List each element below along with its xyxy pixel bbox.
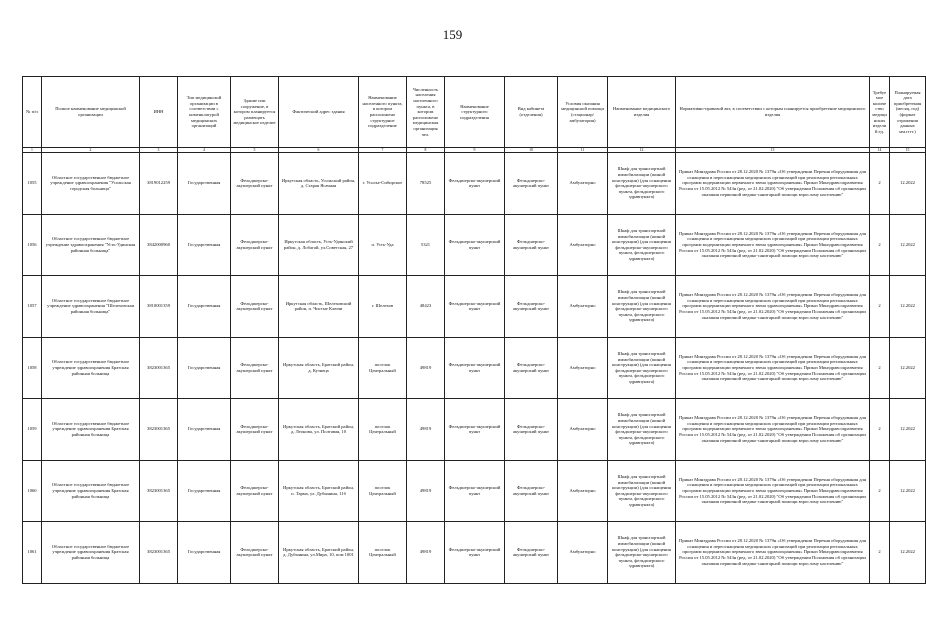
inn: 3823001365 bbox=[140, 337, 178, 399]
purchase-date: 12.2022 bbox=[890, 522, 926, 584]
column-number: 11 bbox=[558, 148, 608, 153]
device-name: Шкаф для транспортной иммобилизации (шиной конструкции) (для оснащения фельдшерско-акушерского пункта, фельдшерского здравпункта) bbox=[608, 399, 676, 461]
purchase-date: 12.2022 bbox=[890, 460, 926, 522]
legal-act: Приказ Минздрава России от 28.12.2020 № 1379н «Об утверждении Перечня оборудования для оснащения и переоснащения медицинских организаций при реализации региональных программ модернизации первичного звена здравоохранения» Приказ Минздравсоцразвития России от 15.05.2012 № 543н (ред. от 21.02.2020) "Об утверждении Положения об организации оказания первичной медико-санитарной помощи взрослому населению" bbox=[676, 214, 870, 276]
column-number: 9 bbox=[445, 148, 505, 153]
purchase-date: 12.2022 bbox=[890, 153, 926, 215]
address: Иркутская область, Братский район, д. Дубынина, ул.Мира, 10, пом 1001 bbox=[279, 522, 359, 584]
header-cell: Наименование структурного подразделения bbox=[445, 77, 505, 148]
settlement: г. Усолье-Сибирское bbox=[359, 153, 407, 215]
settlement: г. Шелехов bbox=[359, 276, 407, 338]
building: Фельдшерско-акушерский пункт bbox=[231, 460, 279, 522]
address: Иркутская область, Братский район, д. Кузнеца bbox=[279, 337, 359, 399]
structural-unit: Фельдшерско-акушерский пункт bbox=[445, 337, 505, 399]
structural-unit: Фельдшерско-акушерский пункт bbox=[445, 460, 505, 522]
column-number: 4 bbox=[178, 148, 231, 153]
table-row bbox=[23, 153, 926, 215]
column-number: 15 bbox=[890, 148, 926, 153]
care-conditions: Амбулаторно bbox=[558, 337, 608, 399]
row-number: 1058 bbox=[23, 337, 42, 399]
device-name: Шкаф для транспортной иммобилизации (шиной конструкции) (для оснащения фельдшерско-акушерского пункта, фельдшерского здравпункта) bbox=[608, 460, 676, 522]
population: 49819 bbox=[407, 337, 445, 399]
building: Фельдшерско-акушерский пункт bbox=[231, 399, 279, 461]
building: Фельдшерско-акушерский пункт bbox=[231, 522, 279, 584]
row-number: 1057 bbox=[23, 276, 42, 338]
building: Фельдшерско-акушерский пункт bbox=[231, 276, 279, 338]
header-cell: Численность населения населенного пункта, в котором расположено медицинская организация чел. bbox=[407, 77, 445, 148]
inn: 3810001359 bbox=[140, 276, 178, 338]
address: Иркутская область, Братский район, п. Тарма, ул. Дубынина, 11б bbox=[279, 460, 359, 522]
legal-act: Приказ Минздрава России от 28.12.2020 № 1379н «Об утверждении Перечня оборудования для оснащения и переоснащения медицинских организаций при реализации региональных программ модернизации первичного звена здравоохранения» Приказ Минздравсоцразвития России от 15.05.2012 № 543н (ред. от 21.02.2020) "Об утверждении Положения об организации оказания первичной медико-санитарной помощи взрослому населению" bbox=[676, 153, 870, 215]
care-conditions: Амбулаторно bbox=[558, 399, 608, 461]
header-cell: Условия оказания медицинской помощи (стационар/амбулатория) bbox=[558, 77, 608, 148]
legal-act: Приказ Минздрава России от 28.12.2020 № 1379н «Об утверждении Перечня оборудования для оснащения и переоснащения медицинских организаций при реализации региональных программ модернизации первичного звена здравоохранения» Приказ Минздравсоцразвития России от 15.05.2012 № 543н (ред. от 21.02.2020) "Об утверждении Положения об организации оказания первичной медико-санитарной помощи взрослому населению" bbox=[676, 337, 870, 399]
address: Иркутская область, Братский район, д. Леонова, ул. Полтавая, 10 bbox=[279, 399, 359, 461]
cabinet-type: Фельдшерско-акушерский пункт bbox=[505, 522, 558, 584]
cabinet-type: Фельдшерско-акушерский пункт bbox=[505, 153, 558, 215]
column-number: 10 bbox=[505, 148, 558, 153]
care-conditions: Амбулаторно bbox=[558, 276, 608, 338]
structural-unit: Фельдшерско-акушерский пункт bbox=[445, 214, 505, 276]
quantity: 2 bbox=[870, 214, 890, 276]
purchase-date: 12.2022 bbox=[890, 276, 926, 338]
care-conditions: Амбулаторно bbox=[558, 460, 608, 522]
row-number: 1059 bbox=[23, 399, 42, 461]
cabinet-type: Фельдшерско-акушерский пункт bbox=[505, 214, 558, 276]
quantity: 2 bbox=[870, 522, 890, 584]
row-number: 1060 bbox=[23, 460, 42, 522]
header-cell: № п/п bbox=[23, 77, 42, 148]
table-row bbox=[23, 399, 926, 461]
organization-type: Государственная bbox=[178, 276, 231, 338]
settlement: п. Усть-Уда bbox=[359, 214, 407, 276]
population: 78525 bbox=[407, 153, 445, 215]
quantity: 2 bbox=[870, 399, 890, 461]
column-number: 14 bbox=[870, 148, 890, 153]
organization-name: Областное государственное бюджетное учреждение здравоохранения Братская районная больница bbox=[42, 460, 140, 522]
cabinet-type: Фельдшерско-акушерский пункт bbox=[505, 460, 558, 522]
organization-type: Государственная bbox=[178, 522, 231, 584]
structural-unit: Фельдшерско-акушерский пункт bbox=[445, 276, 505, 338]
table-row bbox=[23, 522, 926, 584]
organization-name: Областное государственное бюджетное учреждение здравоохранения Братская районная больница bbox=[42, 522, 140, 584]
inn: 3842000960 bbox=[140, 214, 178, 276]
population: 5321 bbox=[407, 214, 445, 276]
structural-unit: Фельдшерско-акушерский пункт bbox=[445, 399, 505, 461]
cabinet-type: Фельдшерско-акушерский пункт bbox=[505, 399, 558, 461]
column-number: 12 bbox=[608, 148, 676, 153]
care-conditions: Амбулаторно bbox=[558, 522, 608, 584]
header-cell: Нормативно-правовой акт, в соответствии с которым планируется приобретение медицинского изделия bbox=[676, 77, 870, 148]
settlement: поселок Центральный bbox=[359, 399, 407, 461]
organization-type: Государственная bbox=[178, 399, 231, 461]
address: Иркутская область, Усольский район, д. Старая Ясачная bbox=[279, 153, 359, 215]
inn: 3823001365 bbox=[140, 522, 178, 584]
organization-name: Областное государственное бюджетное учреждение здравоохранения "Шелеховская районная больница" bbox=[42, 276, 140, 338]
purchase-date: 12.2022 bbox=[890, 399, 926, 461]
row-number: 1061 bbox=[23, 522, 42, 584]
building: Фельдшерско-акушерский пункт bbox=[231, 337, 279, 399]
population: 49819 bbox=[407, 399, 445, 461]
population: 48423 bbox=[407, 276, 445, 338]
header-cell: Полное наименование медицинской организации bbox=[42, 77, 140, 148]
purchase-date: 12.2022 bbox=[890, 214, 926, 276]
header-cell: Тип медицинской организации в соответствии с номенклатурой медицинских организаций bbox=[178, 77, 231, 148]
organization-type: Государственная bbox=[178, 460, 231, 522]
legal-act: Приказ Минздрава России от 28.12.2020 № 1379н «Об утверждении Перечня оборудования для оснащения и переоснащения медицинских организаций при реализации региональных программ модернизации первичного звена здравоохранения» Приказ Минздравсоцразвития России от 15.05.2012 № 543н (ред. от 21.02.2020) "Об утверждении Положения об организации оказания первичной медико-санитарной помощи взрослому населению" bbox=[676, 460, 870, 522]
header-cell: Наименование населенного пункта, в котором расположено структурное подразделение bbox=[359, 77, 407, 148]
column-number: 8 bbox=[407, 148, 445, 153]
page-number: 159 bbox=[442, 27, 463, 42]
column-number: 13 bbox=[676, 148, 870, 153]
organization-name: Областное государственное бюджетное учреждение здравоохранения Братская районная больница bbox=[42, 399, 140, 461]
organization-name: Областное государственное бюджетное учреждение здравоохранения "Усть-Удинская районная больница" bbox=[42, 214, 140, 276]
legal-act: Приказ Минздрава России от 28.12.2020 № 1379н «Об утверждении Перечня оборудования для оснащения и переоснащения медицинских организаций при реализации региональных программ модернизации первичного звена здравоохранения» Приказ Минздравсоцразвития России от 15.05.2012 № 543н (ред. от 21.02.2020) "Об утверждении Положения об организации оказания первичной медико-санитарной помощи взрослому населению" bbox=[676, 399, 870, 461]
organization-type: Государственная bbox=[178, 153, 231, 215]
column-number: 7 bbox=[359, 148, 407, 153]
header-cell: ИНН bbox=[140, 77, 178, 148]
quantity: 2 bbox=[870, 153, 890, 215]
column-number: 1 bbox=[23, 148, 42, 153]
legal-act: Приказ Минздрава России от 28.12.2020 № 1379н «Об утверждении Перечня оборудования для оснащения и переоснащения медицинских организаций при реализации региональных программ модернизации первичного звена здравоохранения» Приказ Минздравсоцразвития России от 15.05.2012 № 543н (ред. от 21.02.2020) "Об утверждении Положения об организации оказания первичной медико-санитарной помощи взрослому населению" bbox=[676, 522, 870, 584]
row-number: 1056 bbox=[23, 214, 42, 276]
device-name: Шкаф для транспортной иммобилизации (шиной конструкции) (для оснащения фельдшерско-акушерского пункта, фельдшерского здравпункта) bbox=[608, 522, 676, 584]
header-cell: Наименование медицинского изделия bbox=[608, 77, 676, 148]
column-number: 3 bbox=[140, 148, 178, 153]
inn: 3823001365 bbox=[140, 399, 178, 461]
care-conditions: Амбулаторно bbox=[558, 214, 608, 276]
device-name: Шкаф для транспортной иммобилизации (шиной конструкции) (для оснащения фельдшерско-акушерского пункта, фельдшерского здравпункта) bbox=[608, 214, 676, 276]
header-cell: Вид кабинета (отделения) bbox=[505, 77, 558, 148]
device-name: Шкаф для транспортной иммобилизации (шиной конструкции) (для оснащения фельдшерско-акушерского пункта, фельдшерского здравпункта) bbox=[608, 153, 676, 215]
device-name: Шкаф для транспортной иммобилизации (шиной конструкции) (для оснащения фельдшерско-акушерского пункта, фельдшерского здравпункта) bbox=[608, 337, 676, 399]
organization-type: Государственная bbox=[178, 337, 231, 399]
header-cell: Здание или сооружение, в котором планируется размещать медицинское изделие bbox=[231, 77, 279, 148]
column-number: 5 bbox=[231, 148, 279, 153]
quantity: 2 bbox=[870, 460, 890, 522]
address: Иркутская область, Усть-Удинский район, д. Лобагай, ул.Советская, 27 bbox=[279, 214, 359, 276]
address: Иркутская область, Шелеховский район, п. Чистые Ключи bbox=[279, 276, 359, 338]
building: Фельдшерско-акушерский пункт bbox=[231, 214, 279, 276]
settlement: поселок Центральный bbox=[359, 460, 407, 522]
inn: 3819012259 bbox=[140, 153, 178, 215]
population: 49819 bbox=[407, 522, 445, 584]
header-cell: Планируемая дата приобретения (месяц, год) (формат отражения данных мм.гггг.) bbox=[890, 77, 926, 148]
column-number: 6 bbox=[279, 148, 359, 153]
organization-name: Областное государственное бюджетное учреждение здравоохранения Братская районная больница bbox=[42, 337, 140, 399]
care-conditions: Амбулаторно bbox=[558, 153, 608, 215]
structural-unit: Фельдшерско-акушерский пункт bbox=[445, 522, 505, 584]
quantity: 2 bbox=[870, 337, 890, 399]
header-cell: Фактический адрес здания bbox=[279, 77, 359, 148]
legal-act: Приказ Минздрава России от 28.12.2020 № 1379н «Об утверждении Перечня оборудования для оснащения и переоснащения медицинских организаций при реализации региональных программ модернизации первичного звена здравоохранения» Приказ Минздравсоцразвития России от 15.05.2012 № 543н (ред. от 21.02.2020) "Об утверждении Положения об организации оказания первичной медико-санитарной помощи взрослому населению" bbox=[676, 276, 870, 338]
organization-type: Государственная bbox=[178, 214, 231, 276]
equipment-registry-table bbox=[22, 76, 926, 584]
column-number: 2 bbox=[42, 148, 140, 153]
table-row bbox=[23, 337, 926, 399]
table-row bbox=[23, 214, 926, 276]
cabinet-type: Фельдшерско-акушерский пункт bbox=[505, 337, 558, 399]
table-row bbox=[23, 276, 926, 338]
structural-unit: Фельдшерско-акушерский пункт bbox=[445, 153, 505, 215]
quantity: 2 bbox=[870, 276, 890, 338]
row-number: 1055 bbox=[23, 153, 42, 215]
header-row bbox=[23, 77, 926, 148]
inn: 3823001365 bbox=[140, 460, 178, 522]
purchase-date: 12.2022 bbox=[890, 337, 926, 399]
device-name: Шкаф для транспортной иммобилизации (шиной конструкции) (для оснащения фельдшерско-акушерского пункта, фельдшерского здравпункта) bbox=[608, 276, 676, 338]
table-row bbox=[23, 460, 926, 522]
cabinet-type: Фельдшерско-акушерский пункт bbox=[505, 276, 558, 338]
organization-name: Областное государственное бюджетное учреждение здравоохранения "Усольская городская больница" bbox=[42, 153, 140, 215]
building: Фельдшерско-акушерский пункт bbox=[231, 153, 279, 215]
settlement: поселок Центральный bbox=[359, 337, 407, 399]
settlement: поселок Центральный bbox=[359, 522, 407, 584]
header-cell: Требуемое количество медицинских изделий ед. bbox=[870, 77, 890, 148]
population: 49819 bbox=[407, 460, 445, 522]
